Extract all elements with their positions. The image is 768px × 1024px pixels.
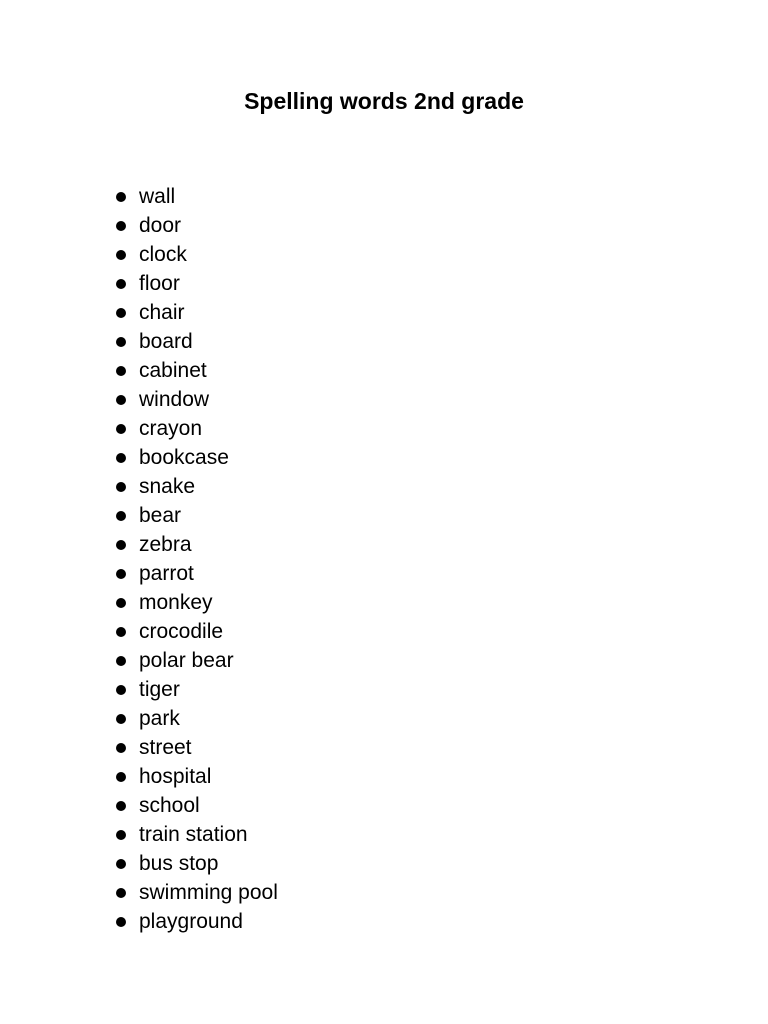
list-item	[112, 327, 278, 356]
list-item	[112, 501, 278, 530]
list-item-label: window	[139, 388, 210, 411]
list-item-label: monkey	[139, 591, 213, 614]
list-item	[112, 791, 278, 820]
list-item	[112, 849, 278, 878]
bullet-icon	[116, 279, 126, 289]
bullet-icon	[116, 917, 126, 927]
list-item	[112, 443, 278, 472]
list-item-label: bus stop	[139, 852, 219, 875]
list-item-label: clock	[139, 243, 187, 266]
list-item	[112, 298, 278, 327]
bullet-icon	[116, 801, 126, 811]
list-item	[112, 733, 278, 762]
bullet-icon	[116, 859, 126, 869]
list-item-label: school	[139, 794, 200, 817]
list-item-label: crocodile	[139, 620, 224, 643]
list-item-label: tiger	[139, 678, 180, 701]
bullet-icon	[116, 511, 126, 521]
bullet-icon	[116, 888, 126, 898]
list-item	[112, 878, 278, 907]
list-item-label: door	[139, 214, 182, 237]
list-item-label: floor	[139, 272, 180, 295]
list-item	[112, 182, 278, 211]
bullet-icon	[116, 685, 126, 695]
list-item	[112, 588, 278, 617]
list-item-label: snake	[139, 475, 196, 498]
bullet-icon	[116, 221, 126, 231]
list-item	[112, 211, 278, 240]
list-item-label: board	[139, 330, 193, 353]
list-item-label: bear	[139, 504, 182, 527]
page-title: Spelling words 2nd grade	[244, 88, 524, 114]
bullet-icon	[116, 308, 126, 318]
list-item-label: chair	[139, 301, 185, 324]
bullet-icon	[116, 569, 126, 579]
list-item-label: parrot	[139, 562, 194, 585]
list-item-label: crayon	[139, 417, 203, 440]
bullet-icon	[116, 627, 126, 637]
bullet-icon	[116, 424, 126, 434]
list-item-label: park	[139, 707, 180, 730]
list-item	[112, 762, 278, 791]
list-item	[112, 356, 278, 385]
list-item-label: hospital	[139, 765, 212, 788]
list-item	[112, 675, 278, 704]
list-item-label: playground	[139, 910, 243, 933]
list-item-label: swimming pool	[139, 881, 278, 904]
list-item-label: wall	[139, 185, 176, 208]
bullet-icon	[116, 540, 126, 550]
list-item-label: cabinet	[139, 359, 207, 382]
bullet-icon	[116, 714, 126, 724]
list-item-label: street	[139, 736, 192, 759]
bullet-icon	[116, 743, 126, 753]
bullet-icon	[116, 453, 126, 463]
list-item-label: bookcase	[139, 446, 229, 469]
list-item-label: train station	[139, 823, 248, 846]
list-item-label: zebra	[139, 533, 192, 556]
list-item	[112, 472, 278, 501]
bullet-icon	[116, 192, 126, 202]
list-item	[112, 704, 278, 733]
bullet-icon	[116, 656, 126, 666]
list-item	[112, 240, 278, 269]
list-item	[112, 617, 278, 646]
list-item	[112, 646, 278, 675]
list-item	[112, 414, 278, 443]
bullet-icon	[116, 598, 126, 608]
bullet-icon	[116, 366, 126, 376]
bullet-icon	[116, 337, 126, 347]
spelling-word-list	[112, 182, 278, 936]
list-item	[112, 820, 278, 849]
list-item	[112, 907, 278, 936]
bullet-icon	[116, 250, 126, 260]
list-item	[112, 559, 278, 588]
list-item	[112, 385, 278, 414]
bullet-icon	[116, 395, 126, 405]
bullet-icon	[116, 772, 126, 782]
list-item-label: polar bear	[139, 649, 234, 672]
list-item	[112, 530, 278, 559]
bullet-icon	[116, 830, 126, 840]
list-item	[112, 269, 278, 298]
bullet-icon	[116, 482, 126, 492]
